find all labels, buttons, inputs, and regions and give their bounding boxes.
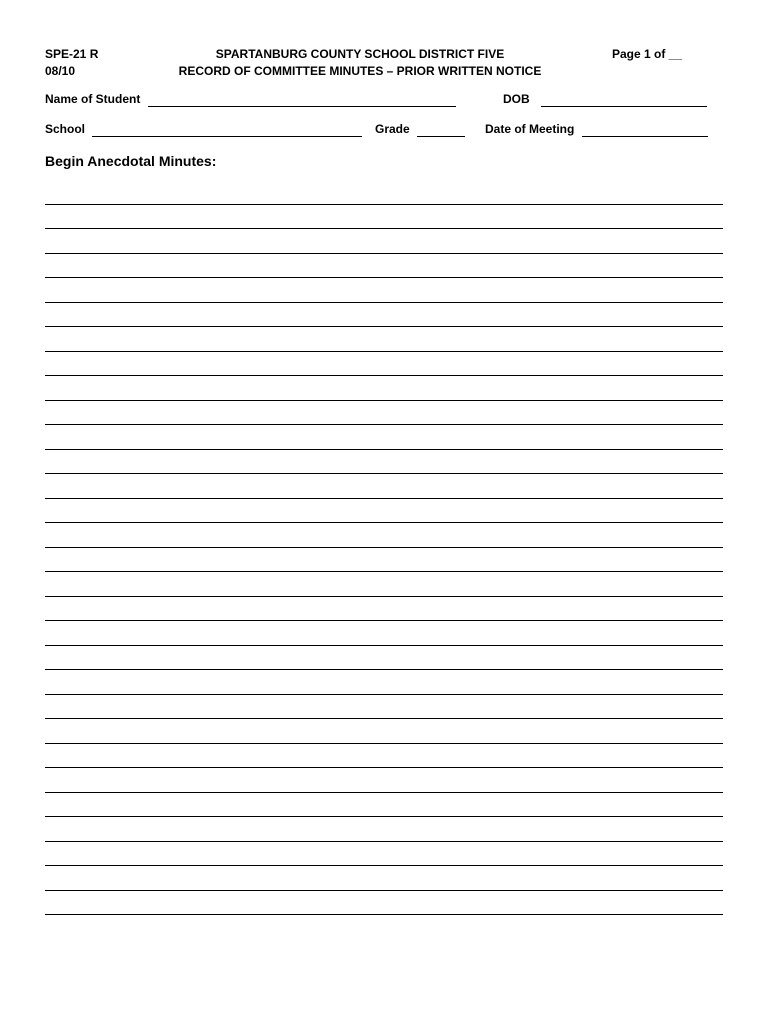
minutes-line[interactable]: [45, 670, 723, 695]
minutes-line[interactable]: [45, 548, 723, 573]
minutes-line[interactable]: [45, 450, 723, 475]
minutes-line[interactable]: [45, 352, 723, 377]
minutes-line[interactable]: [45, 744, 723, 769]
minutes-line[interactable]: [45, 278, 723, 303]
meeting-date-label: Date of Meeting: [485, 122, 575, 136]
form-code-block: [45, 46, 98, 80]
form-code: SPE-21 R: [45, 47, 99, 61]
minutes-line[interactable]: [45, 180, 723, 205]
minutes-line[interactable]: [45, 523, 723, 548]
student-name-row: [45, 91, 456, 107]
page-number: Page 1 of __: [612, 47, 683, 61]
meeting-date-field[interactable]: [582, 125, 708, 137]
minutes-line[interactable]: [45, 474, 723, 499]
minutes-line[interactable]: [45, 793, 723, 818]
minutes-lines: [45, 180, 723, 915]
minutes-line[interactable]: [45, 597, 723, 622]
school-label: School: [45, 122, 86, 136]
form-title: RECORD OF COMMITTEE MINUTES – PRIOR WRITTEN NOTICE: [178, 64, 542, 78]
minutes-line[interactable]: [45, 621, 723, 646]
minutes-line[interactable]: [45, 229, 723, 254]
minutes-line[interactable]: [45, 401, 723, 426]
minutes-line[interactable]: [45, 646, 723, 671]
school-field[interactable]: [92, 125, 362, 137]
grade-field[interactable]: [417, 125, 465, 137]
minutes-line[interactable]: [45, 817, 723, 842]
minutes-line[interactable]: [45, 695, 723, 720]
minutes-line[interactable]: [45, 768, 723, 793]
minutes-line[interactable]: [45, 891, 723, 916]
school-row: [45, 121, 362, 137]
minutes-heading: Begin Anecdotal Minutes:: [45, 153, 217, 169]
minutes-line[interactable]: [45, 425, 723, 450]
district-name: SPARTANBURG COUNTY SCHOOL DISTRICT FIVE: [215, 47, 505, 61]
student-name-label: Name of Student: [45, 92, 141, 106]
student-name-field[interactable]: [148, 95, 456, 107]
minutes-line[interactable]: [45, 254, 723, 279]
minutes-line[interactable]: [45, 866, 723, 891]
dob-field[interactable]: [541, 95, 707, 107]
grade-label: Grade: [375, 122, 410, 136]
form-revision-date: 08/10: [45, 64, 76, 78]
form-header: [150, 46, 570, 80]
minutes-line[interactable]: [45, 572, 723, 597]
minutes-line[interactable]: [45, 327, 723, 352]
dob-row: [503, 91, 707, 107]
meeting-date-row: [485, 121, 708, 137]
minutes-line[interactable]: [45, 303, 723, 328]
minutes-line[interactable]: [45, 499, 723, 524]
dob-label: DOB: [503, 92, 530, 106]
minutes-line[interactable]: [45, 842, 723, 867]
minutes-line[interactable]: [45, 205, 723, 230]
grade-row: [375, 121, 465, 137]
minutes-line[interactable]: [45, 376, 723, 401]
minutes-line[interactable]: [45, 719, 723, 744]
